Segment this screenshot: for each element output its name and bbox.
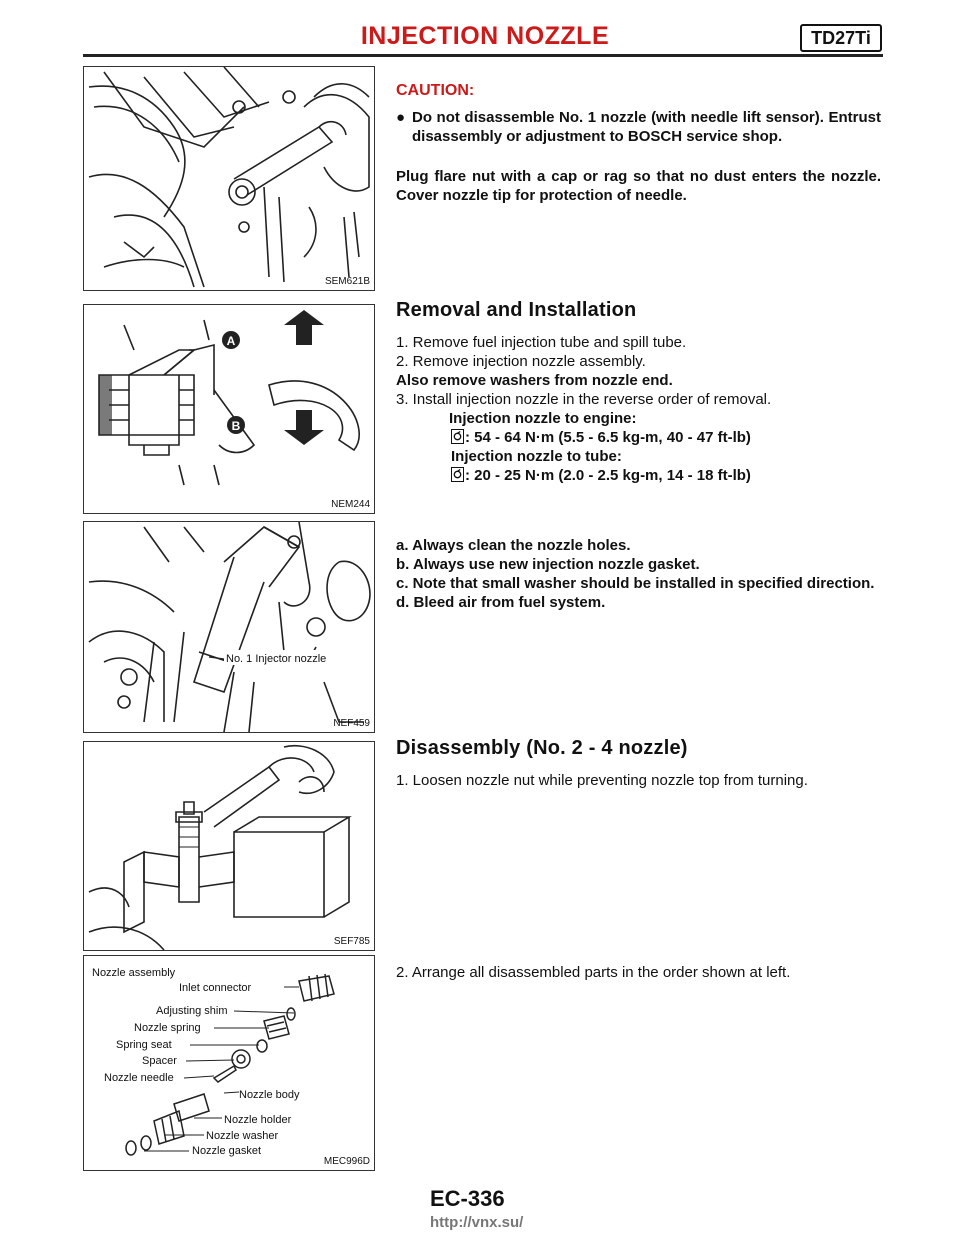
removal-step-1: 1. Remove fuel injection tube and spill tube. (396, 334, 687, 351)
nozzle-parts-illustration (84, 956, 374, 1170)
label-nozzle-spring: Nozzle spring (134, 1022, 201, 1034)
label-nozzle-assembly: Nozzle assembly (92, 967, 176, 979)
disassembly-title: Disassembly (No. 2 - 4 nozzle) (396, 737, 688, 759)
bullet-mark: ● (396, 109, 406, 126)
spec-1-value: : 54 - 64 N·m (5.5 - 6.5 kg-m, 40 - 47 ft-lb) (465, 429, 751, 446)
removal-steps (396, 333, 886, 485)
figure-code: NEM244 (331, 499, 370, 510)
callout-a: A (226, 334, 236, 348)
source-url[interactable]: http://vnx.su/ (430, 1214, 524, 1231)
label-adjusting-shim: Adjusting shim (156, 1005, 228, 1017)
caution-note: Plug flare nut with a cap or rag so that no dust enters the nozzle. Cover nozzle tip for protection of needle. (396, 168, 881, 204)
label-inlet-connector: Inlet connector (179, 982, 252, 994)
figure-code: NEF459 (333, 718, 370, 729)
removal-step-2: 2. Remove injection nozzle assembly. (396, 353, 646, 370)
figure-code: MEC996D (323, 1156, 370, 1167)
page-number: EC-336 (430, 1186, 505, 1211)
label-spacer: Spacer (142, 1055, 177, 1067)
removal-step-3: 3. Install injection nozzle in the reverse order of removal. (396, 391, 772, 408)
figure-nozzle-section (83, 304, 375, 514)
label-nozzle-body: Nozzle body (239, 1089, 300, 1101)
note-b: b. Always use new injection nozzle gasket. (396, 556, 700, 573)
figure-nozzle-parts (83, 955, 375, 1171)
removal-title: Removal and Installation (396, 299, 637, 321)
figure-code: SEM621B (324, 276, 370, 287)
label-nozzle-gasket: Nozzle gasket (192, 1145, 262, 1157)
spec-2-value: : 20 - 25 N·m (2.0 - 2.5 kg-m, 14 - 18 ft-lb) (465, 467, 751, 484)
note-c: c. Note that small washer should be installed in specified direction. (396, 575, 875, 592)
caution-bullet-text: Do not disassemble No. 1 nozzle (with needle lift sensor). Entrust disassembly or adjustment to BOSCH service shop. (412, 109, 881, 145)
disassembly-step-1: 1. Loosen nozzle nut while preventing nozzle top from turning. (396, 772, 808, 789)
figure-vise-wrench (83, 741, 375, 951)
callout-injector-nozzle: No. 1 Injector nozzle (226, 653, 327, 665)
callout-b: B (231, 419, 241, 433)
label-nozzle-holder: Nozzle holder (224, 1114, 292, 1126)
nozzle-section-illustration (84, 305, 374, 513)
caution-title: CAUTION: (396, 82, 475, 99)
injector-nozzle-illustration (84, 522, 374, 732)
model-badge: TD27Ti (800, 24, 882, 52)
figure-wrench-nozzle (83, 66, 375, 291)
label-nozzle-washer: Nozzle washer (206, 1130, 279, 1142)
wrench-nozzle-illustration (84, 67, 374, 290)
header-rule (83, 54, 883, 57)
label-spring-seat: Spring seat (116, 1039, 172, 1051)
spec-1-label: Injection nozzle to engine: (449, 410, 637, 427)
label-nozzle-needle: Nozzle needle (104, 1072, 174, 1084)
caution-bullet (396, 108, 881, 146)
figure-code: SEF785 (333, 936, 370, 947)
torque-icon (451, 429, 464, 444)
removal-step-2-note: Also remove washers from nozzle end. (396, 372, 673, 389)
torque-icon (451, 467, 464, 482)
vise-wrench-illustration (84, 742, 374, 950)
disassembly-step-2: 2. Arrange all disassembled parts in the order shown at left. (396, 964, 791, 981)
note-d: d. Bleed air from fuel system. (396, 594, 606, 611)
spec-2-row (451, 466, 886, 485)
spec-2-label: Injection nozzle to tube: (451, 448, 622, 465)
note-a: a. Always clean the nozzle holes. (396, 537, 631, 554)
spec-1-row (451, 428, 886, 447)
removal-notes (396, 536, 881, 612)
page-section-title: INJECTION NOZZLE (360, 22, 610, 50)
figure-injector-nozzle (83, 521, 375, 733)
